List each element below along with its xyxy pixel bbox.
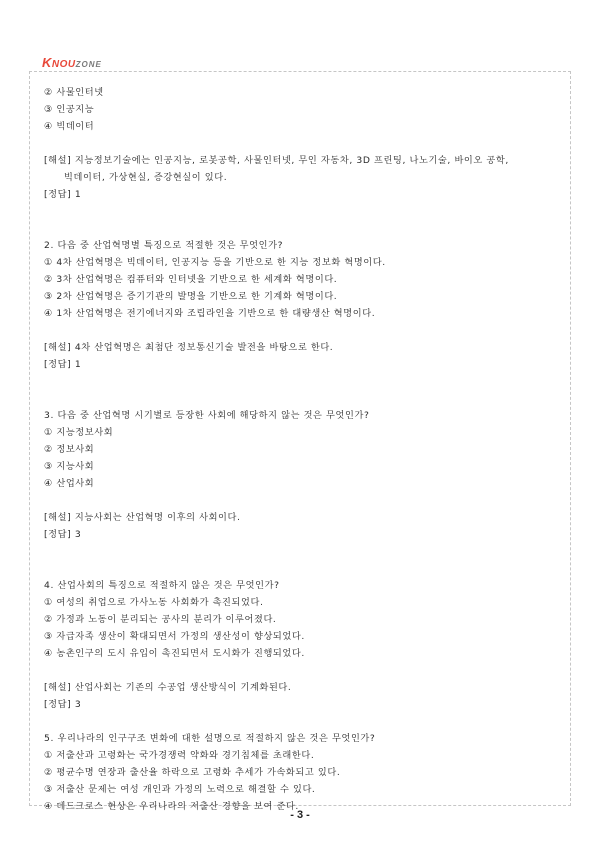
q1-explanation-cont: 빅데이터, 가상현실, 증강현실이 있다. [64,172,228,183]
logo-k: K [42,55,52,70]
q3-option-2: ② 정보사회 [44,444,95,455]
q2-answer: [정답] 1 [44,359,82,370]
logo-zone: ZONE [75,60,102,69]
q3-question: 3. 다음 중 산업혁명 시기별로 등장한 사회에 해당하지 않는 것은 무엇인가? [44,410,370,421]
q1-option-2: ② 사물인터넷 [44,87,104,98]
q5-option-2: ② 평균수명 연장과 출산율 하락으로 고령화 추세가 가속화되고 있다. [44,767,341,778]
q2-explanation: [해설] 4차 산업혁명은 최첨단 정보통신기술 발전을 바탕으로 한다. [44,342,334,353]
q4-option-1: ① 여성의 취업으로 가사노동 사회화가 촉진되었다. [44,597,264,608]
page-content [44,84,564,815]
q1-answer: [정답] 1 [44,189,82,200]
q1-option-3: ③ 인공지능 [44,104,95,115]
q5-question: 5. 우리나라의 인구구조 변화에 대한 설명으로 적절하지 않은 것은 무엇인가? [44,733,376,744]
q4-question: 4. 산업사회의 특징으로 적절하지 않은 것은 무엇인가? [44,580,280,591]
knouzone-logo [42,57,102,71]
page-number: - 3 - [290,809,310,821]
q3-option-1: ① 지능정보사회 [44,427,114,438]
q2-question: 2. 다음 중 산업혁명별 특징으로 적절한 것은 무엇인가? [44,240,284,251]
q4-option-2: ② 가정과 노동이 분리되는 공사의 분리가 이루어졌다. [44,614,277,625]
q2-option-3: ③ 2차 산업혁명은 증기기관의 발명을 기반으로 한 기계화 혁명이다. [44,291,338,302]
q3-option-3: ③ 지능사회 [44,461,95,472]
q2-option-4: ④ 1차 산업혁명은 전기에너지와 조립라인을 기반으로 한 대량생산 혁명이다. [44,308,376,319]
q5-option-4: ④ 데드크로스 현상은 우리나라의 저출산 경향을 보여 준다. [44,801,299,812]
q3-explanation: [해설] 지능사회는 산업혁명 이후의 사회이다. [44,512,241,523]
q2-option-2: ② 3차 산업혁명은 컴퓨터와 인터넷을 기반으로 한 세계화 혁명이다. [44,274,338,285]
q4-option-4: ④ 농촌인구의 도시 유입이 촉진되면서 도시화가 진행되었다. [44,648,305,659]
q4-option-3: ③ 자급자족 생산이 확대되면서 가정의 생산성이 향상되었다. [44,631,305,642]
q4-explanation: [해설] 산업사회는 기존의 수공업 생산방식이 기계화된다. [44,682,292,693]
q1-explanation: [해설] 지능정보기술에는 인공지능, 로봇공학, 사물인터넷, 무인 자동차, 3D 프린팅, 나노기술, 바이오 공학, [44,155,509,166]
q4-answer: [정답] 3 [44,699,82,710]
q3-answer: [정답] 3 [44,529,82,540]
q1-option-4: ④ 빅데이터 [44,121,95,132]
q3-option-4: ④ 산업사회 [44,478,95,489]
logo-nou: NOU [51,59,76,70]
q5-option-1: ① 저출산과 고령화는 국가경쟁력 약화와 경기침체를 초래한다. [44,750,315,761]
q2-option-1: ① 4차 산업혁명은 빅데이터, 인공지능 등을 기반으로 한 지능 정보화 혁명이다. [44,257,386,268]
q5-option-3: ③ 저출산 문제는 여성 개인과 가정의 노력으로 해결할 수 있다. [44,784,316,795]
